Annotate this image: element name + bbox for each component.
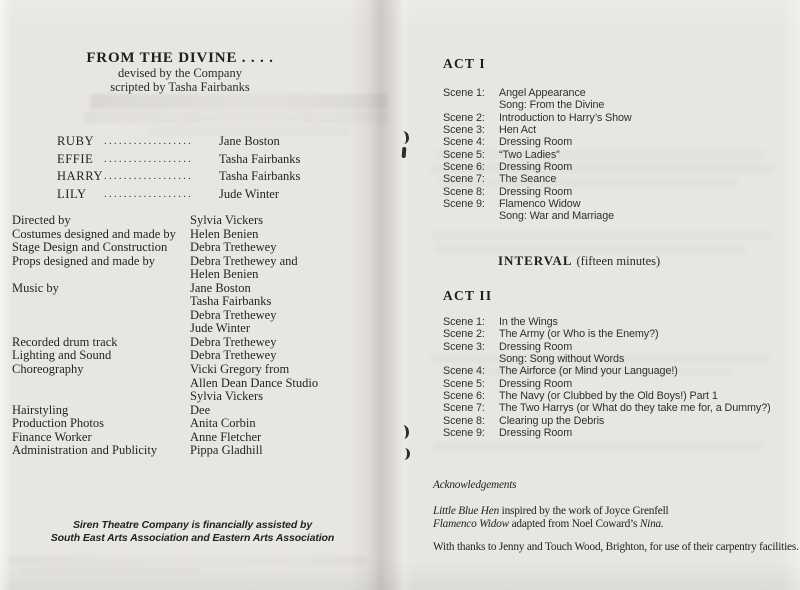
credit-row [0,294,400,308]
credit-label: Props designed and made by [12,253,156,268]
cast-role: LILY [57,186,87,201]
funding-line-1: Siren Theatre Company is financially assisted by [72,519,313,531]
cast-dots-leader: .................. [104,135,194,147]
interval-line [498,252,660,270]
credit-row [0,416,400,430]
scene-title: The Army (or Who is the Enemy?) [499,328,659,341]
credit-label: Production Photos [12,416,105,431]
credit-name: Sylvia Vickers [190,389,263,404]
scene-label: Scene 1: [443,316,485,328]
devised-line: devised by the Company [118,66,242,80]
scene-label: Scene 5: [443,377,485,390]
scene-row [400,149,800,161]
scene-row [400,87,800,99]
credit-row [0,227,400,241]
credit-row [0,335,400,349]
scene-title: The Navy (or Clubbed by the Old Boys!) Part 1 [499,390,718,403]
cast-actor: Tasha Fairbanks [219,169,301,183]
credit-name: Anita Corbin [190,416,256,431]
funding-line-2: South East Arts Association and Eastern Arts Association [50,531,335,544]
credit-row [0,267,400,281]
song-line: Song: From the Divine [499,99,605,112]
credits-list [0,213,400,457]
scene-row [400,161,800,173]
scene-row [400,402,800,414]
scene-title: Dressing Room [499,427,573,440]
credit-label: Lighting and Sound [12,348,112,363]
song-line: Song: Song without Words [499,353,625,366]
credit-name: Debra Trethewey and [190,253,298,268]
cast-role: RUBY [57,134,95,148]
acknowledgement-text: inspired by the work of Joyce Grenfell [499,505,669,517]
credit-label: Directed by [12,213,71,227]
scene-row [400,427,800,439]
acknowledgement-line: With thanks to Jenny and Touch Wood, Brighton, for use of their carpentry facilities. [433,541,799,553]
scene-label: Scene 2: [443,328,485,341]
credit-name: Jane Boston [190,280,251,295]
scene-label: Scene 9: [443,427,485,440]
act1-heading: ACT I [443,56,486,71]
scene-label: Scene 4: [443,365,485,378]
credit-name: Tasha Fairbanks [190,294,272,309]
scene-row [400,210,800,222]
credit-row [0,376,400,390]
credit-row [0,308,400,322]
scene-title: Introduction to Harry’s Show [499,111,632,124]
credit-label: Costumes designed and made by [12,226,176,241]
credit-row [0,254,400,268]
credit-label: Hairstyling [12,402,69,417]
funding-note [15,519,370,544]
scene-title: Hen Act [499,124,537,137]
acknowledgement-line [433,505,668,517]
cast-role: HARRY [57,169,104,183]
scene-label: Scene 7: [443,402,485,415]
credit-label: Finance Worker [12,429,92,444]
scene-row [400,341,800,353]
credit-name: Sylvia Vickers [190,213,263,227]
acknowledgement-line [433,518,664,530]
act2-heading: ACT II [443,288,493,303]
title-block [30,49,330,94]
work-title: Little Blue Hen [433,505,500,517]
credit-row [0,321,400,335]
scene-title: In the Wings [499,316,558,328]
credit-name: Debra Trethewey [190,240,277,255]
scene-label: Scene 2: [443,111,485,124]
show-through-ghost [8,556,368,565]
scene-row [400,112,800,124]
cast-row [0,187,400,205]
acknowledgements-heading: Acknowledgements [433,479,517,491]
credit-row [0,348,400,362]
credit-name: Pippa Gladhill [190,443,263,458]
credit-label: Music by [12,280,59,295]
scene-label: Scene 8: [443,414,485,427]
scene-title: Dressing Room [499,185,573,198]
scene-label: Scene 8: [443,185,485,198]
credit-name: Jude Winter [190,321,251,336]
cast-row [0,169,400,187]
scene-title: Dressing Room [499,136,573,149]
cast-row [0,152,400,170]
scene-title: “Two Ladies” [499,148,560,161]
show-through-ghost [20,568,200,574]
scene-row [400,390,800,402]
credit-name: Helen Benien [190,267,259,282]
cast-actor: Jude Winter [219,186,280,201]
credit-name: Debra Trethewey [190,307,277,322]
scene-title: Dressing Room [499,340,573,353]
credit-row [0,389,400,403]
acknowledgement-text: adapted from Noel Coward’s [508,518,640,530]
interval-duration-note: (fifteen minutes) [576,254,661,268]
scene-row [400,136,800,148]
act1-scene-list [400,87,800,223]
credit-name: Anne Fletcher [190,429,262,444]
scene-row [400,328,800,340]
credit-name: Dee [190,402,211,417]
scene-row [400,186,800,198]
credit-row [0,362,400,376]
scene-title: The Seance [499,173,557,186]
credit-label: Stage Design and Construction [12,240,168,255]
scene-row [400,365,800,377]
scene-label: Scene 4: [443,136,485,149]
work-title: Flamenco Widow [433,518,509,530]
credit-label: Administration and Publicity [12,443,158,458]
show-through-ghost [84,112,389,123]
cast-actor: Tasha Fairbanks [219,151,301,166]
scripted-line: scripted by Tasha Fairbanks [110,79,250,94]
scene-label: Scene 5: [443,148,485,161]
scene-title: Dressing Room [499,161,573,174]
credit-name: Helen Benien [190,226,259,241]
show-through-ghost [432,231,772,240]
credit-row [0,443,400,457]
scene-label: Scene 1: [443,87,485,99]
credit-name: Debra Trethewey [190,348,277,363]
scene-label: Scene 9: [443,198,485,211]
scene-row [400,173,800,185]
scene-row [400,415,800,427]
scene-row [400,198,800,210]
cast-dots-leader: .................. [104,152,194,165]
show-through-ghost [433,442,763,451]
cast-dots-leader: .................. [104,187,194,200]
credit-row [0,240,400,254]
work-title: Nina. [639,518,664,530]
scene-title: Clearing up the Debris [499,414,605,427]
scene-label: Scene 7: [443,173,485,186]
credit-name: Debra Trethewey [190,334,277,349]
scene-title: Flamenco Widow [499,198,581,211]
scene-row [400,99,800,111]
cast-row [0,134,400,152]
scene-label: Scene 6: [443,161,485,174]
act2-scene-list [400,316,800,439]
show-through-ghost [90,94,388,109]
scene-label: Scene 6: [443,390,485,403]
credit-row [0,403,400,417]
programme-title: FROM THE DIVINE . . . . [86,50,274,66]
cast-role: EFFIE [57,151,94,166]
scene-title: The Airforce (or Mind your Language!) [499,365,678,378]
scene-title: The Two Harrys (or What do they take me for, a Dummy?) [499,402,771,415]
cast-actor: Jane Boston [219,134,280,148]
scene-row [400,378,800,390]
credit-row [0,430,400,444]
scene-row [400,124,800,136]
scene-label: Scene 3: [443,124,485,137]
cast-dots-leader: .................. [104,170,194,182]
scene-row [400,353,800,365]
credit-name: Allen Dean Dance Studio [190,375,319,390]
page-right [400,0,800,590]
credit-name: Vicki Gregory from [190,362,290,377]
scene-row [400,316,800,328]
credit-row [0,213,400,227]
credit-row [0,281,400,295]
song-line: Song: War and Marriage [499,210,615,223]
credit-label: Choreography [12,362,84,377]
scene-title: Dressing Room [499,377,573,390]
cast-list [0,134,400,204]
credit-label: Recorded drum track [12,334,118,349]
scene-title: Angel Appearance [499,87,586,99]
scene-label: Scene 3: [443,340,485,353]
interval-heading: INTERVAL [498,253,573,268]
